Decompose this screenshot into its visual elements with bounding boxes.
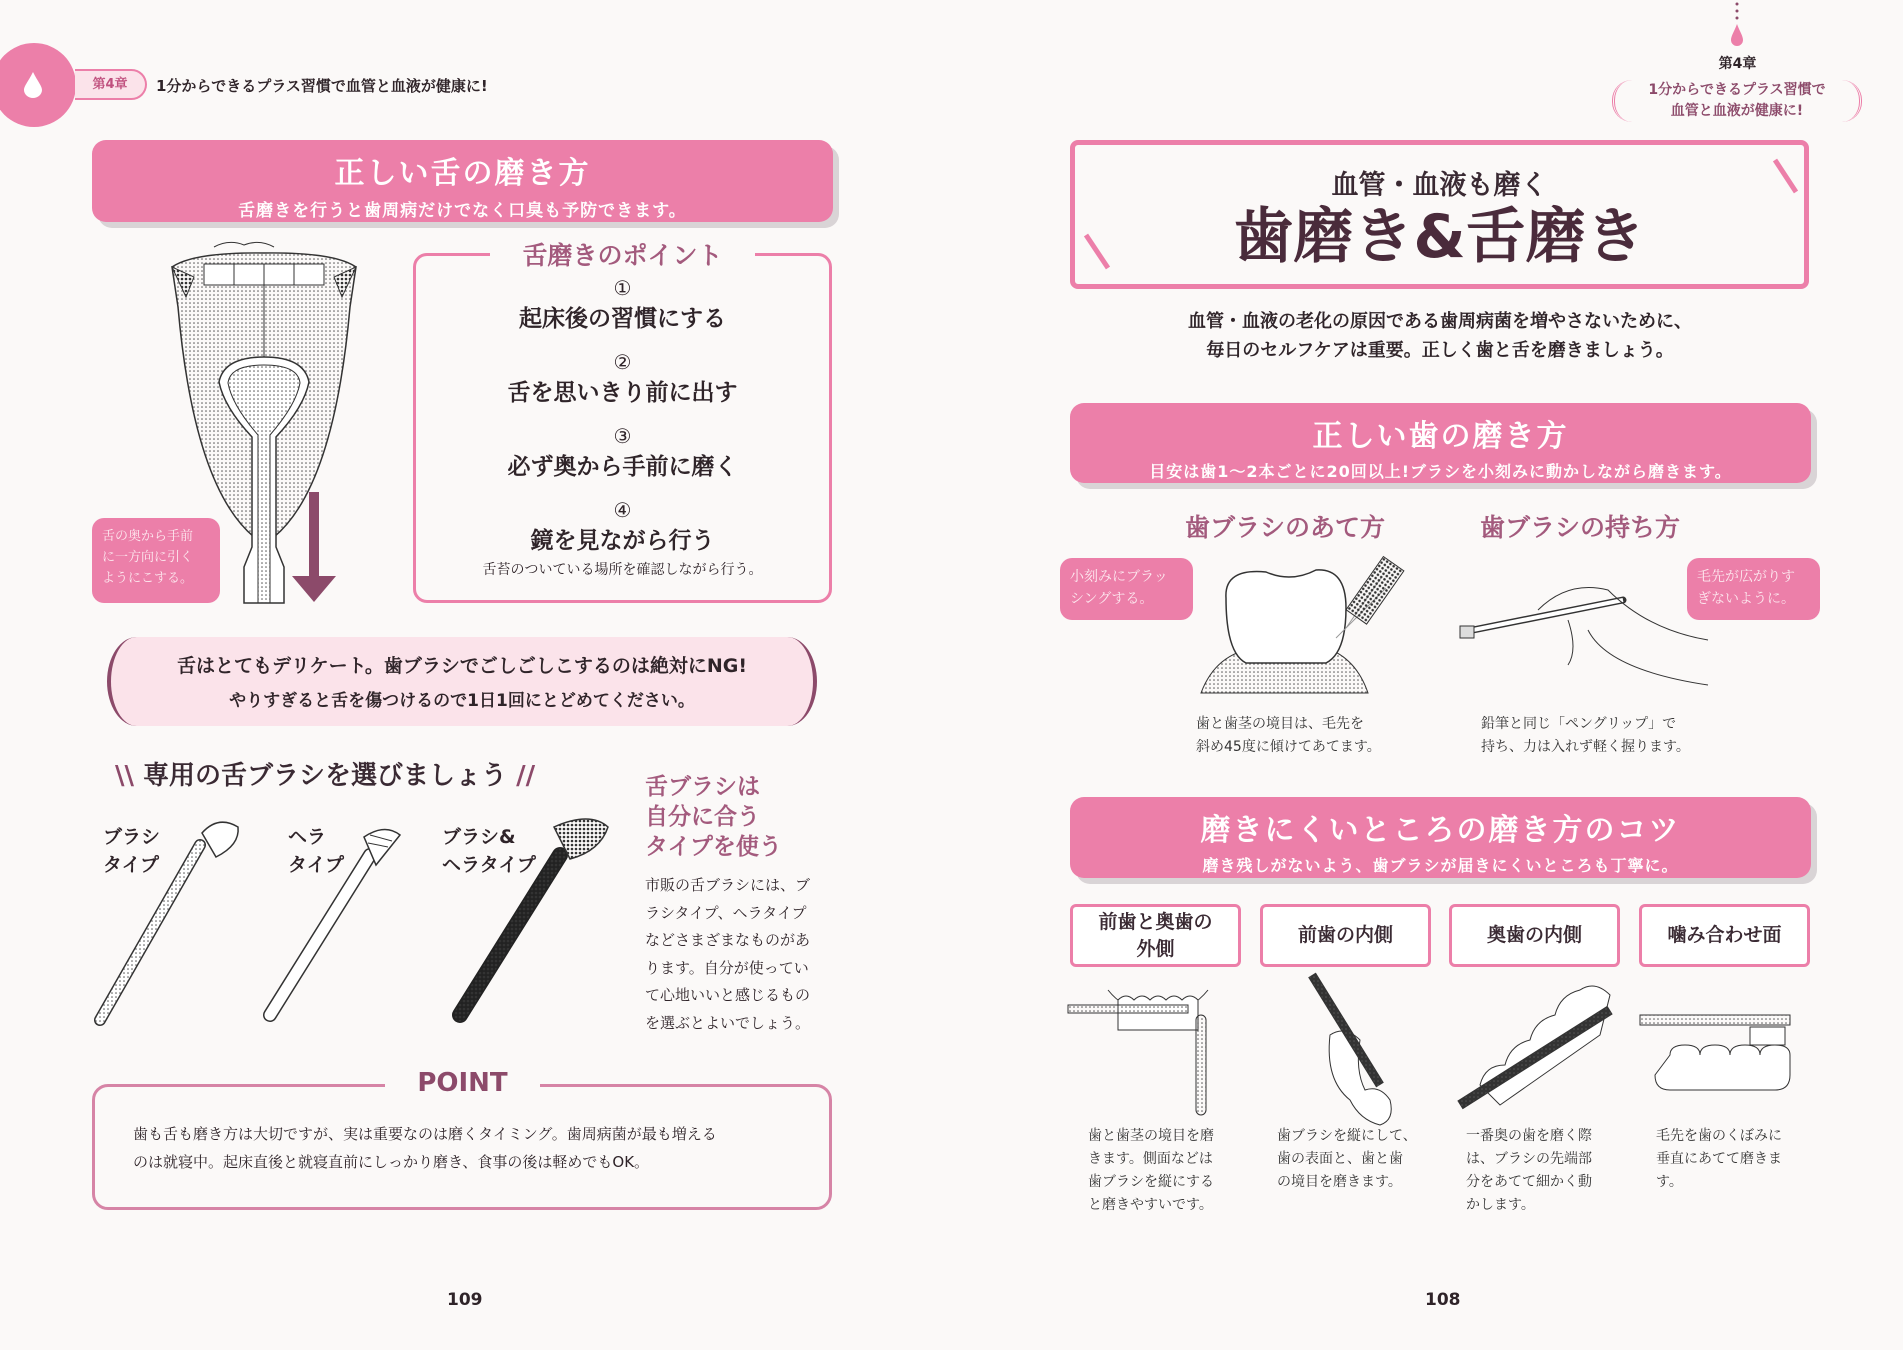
tip-label-biting-surface: 噛み合わせ面: [1639, 904, 1810, 967]
tip-caption-front-inner: 歯ブラシを縦にして、 歯の表面と、歯と歯 の境目を磨きます。: [1277, 1128, 1417, 1190]
warning-line-2: やりすぎると舌を傷つけるので1日1回にとどめてください。: [229, 691, 695, 711]
section-header-tips: [1070, 797, 1811, 878]
tip-caption-outer: 歯と歯茎の境目を磨 きます。側面などは 歯ブラシを縦にする と磨きやすいです。: [1088, 1128, 1214, 1213]
frame-accent-lines: [1070, 140, 1810, 290]
tip-label-front-inner: 前歯の内側: [1260, 904, 1431, 967]
warning-banner: [107, 637, 817, 726]
section-title: 磨きにくいところの磨き方のコツ: [1200, 813, 1681, 848]
dotted-drop-icon: [1730, 0, 1744, 50]
tongue-note-bubble: 舌の奥から手前 に一方向に引く ようにこする。: [92, 518, 220, 603]
tip-label-back-inner: 奥歯の内側: [1449, 904, 1620, 967]
type-label-spatula: ヘラ タイプ: [288, 826, 345, 876]
tip-caption-biting-surface: 毛先を歯のくぼみに 垂直にあてて磨きま す。: [1656, 1128, 1782, 1190]
drop-icon: [24, 72, 42, 98]
section-subtitle: 磨き残しがないよう、歯ブラシが届きにくいところも丁寧に。: [1202, 856, 1679, 875]
page-number-right: 108: [1425, 1290, 1461, 1310]
section-header-tongue: [92, 140, 833, 222]
page-title: 歯磨き&舌磨き: [1233, 202, 1646, 272]
side-text: 市販の舌ブラシには、ブ ラシタイプ、ヘラタイプ などさまざまなものがあ ります。自分が使ってい て心地いいと感じるもの を選ぶとよいでしょう。: [645, 876, 811, 1032]
tip-label-outer: 前歯と奥歯の 外側: [1070, 904, 1241, 967]
how-to-apply-title: 歯ブラシのあて方: [1185, 513, 1386, 542]
intro-text: 血管・血液の老化の原因である歯周病菌を増やさないために、 毎日のセルフケアは重要。正しく歯と舌を磨きましょう。: [1188, 311, 1692, 361]
type-label-brush-spatula: ブラシ& ヘラタイプ: [442, 826, 536, 876]
back-inner-illustration: [1460, 975, 1620, 1120]
chapter-badge-right: 第4章: [1718, 56, 1757, 72]
tooth-brush-angle-illustration: [1196, 558, 1406, 708]
brush-spatula-type-tongue-cleaner: [450, 815, 620, 1035]
points-note: 舌苔のついている場所を確認しながら行う。: [482, 562, 763, 578]
brush-type-tongue-cleaner: [90, 815, 250, 1035]
choose-heading: \\ 専用の舌ブラシを選びましょう //: [115, 761, 536, 791]
section-title: 正しい舌の磨き方: [334, 156, 591, 191]
outer-teeth-illustration: [1068, 985, 1248, 1120]
title-kicker: 血管・血液も磨く: [1331, 170, 1548, 201]
point-item: ② 舌を思いきり前に出す: [507, 350, 738, 406]
point-item: ③ 必ず奥から手前に磨く: [507, 424, 738, 480]
apply-caption: 歯と歯茎の境目は、毛先を 斜め45度に傾けてあてます。: [1196, 716, 1381, 755]
biting-surface-illustration: [1640, 1005, 1810, 1095]
spatula-type-tongue-cleaner: [260, 815, 420, 1035]
points-title: 舌磨きのポイント: [490, 236, 755, 272]
side-title: 舌ブラシは 自分に合う タイプを使う: [645, 774, 782, 860]
point-item: ① 起床後の習慣にする: [519, 276, 726, 332]
section-title: 正しい歯の磨き方: [1312, 419, 1569, 454]
how-to-hold-title: 歯ブラシの持ち方: [1480, 513, 1681, 542]
page-number-left: 109: [447, 1290, 483, 1310]
point-text: 歯も舌も磨き方は大切ですが、実は重要なのは磨くタイミング。歯周病菌が最も増える のは就寝中。起床直後と就寝直前にしっかり磨き、食事の後は軽めでもOK。: [133, 1125, 717, 1171]
point-label: POINT: [385, 1068, 540, 1098]
section-header-teeth: [1070, 403, 1811, 483]
slash-decoration-icon: \\: [115, 761, 144, 791]
hold-bubble: 毛先が広がりす ぎないように。: [1687, 558, 1820, 620]
point-item: ④ 鏡を見ながら行う: [530, 498, 715, 554]
pen-grip-illustration: [1458, 570, 1708, 690]
section-subtitle: 舌磨きを行うと歯周病だけでなく口臭も予防できます。: [238, 201, 687, 221]
chapter-title: 1分からできるプラス習慣で血管と血液が健康に!: [156, 77, 488, 95]
chapter-title-right: 1分からできるプラス習慣で 血管と血液が健康に!: [1612, 80, 1862, 122]
front-inner-illustration: [1300, 975, 1420, 1125]
tip-caption-back-inner: 一番奥の歯を磨く際 は、ブラシの先端部 分をあてて細かく動 かします。: [1466, 1128, 1592, 1213]
pull-direction-arrow-icon: [292, 492, 336, 602]
slash-decoration-icon: //: [507, 761, 536, 791]
points-list: [413, 276, 832, 579]
type-label-brush: ブラシ タイプ: [103, 826, 161, 876]
chapter-badge: 第4章: [75, 69, 147, 100]
warning-line-1: 舌はとてもデリケート。歯ブラシでごしごしこするのは絶対にNG!: [176, 655, 748, 677]
apply-bubble: 小刻みにブラッ シングする。: [1060, 558, 1193, 620]
section-subtitle: 目安は歯1〜2本ごとに20回以上!ブラシを小刻みに動かしながら磨きます。: [1149, 462, 1732, 481]
hold-caption: 鉛筆と同じ「ペングリップ」で 持ち、力は入れず軽く握ります。: [1481, 716, 1690, 755]
